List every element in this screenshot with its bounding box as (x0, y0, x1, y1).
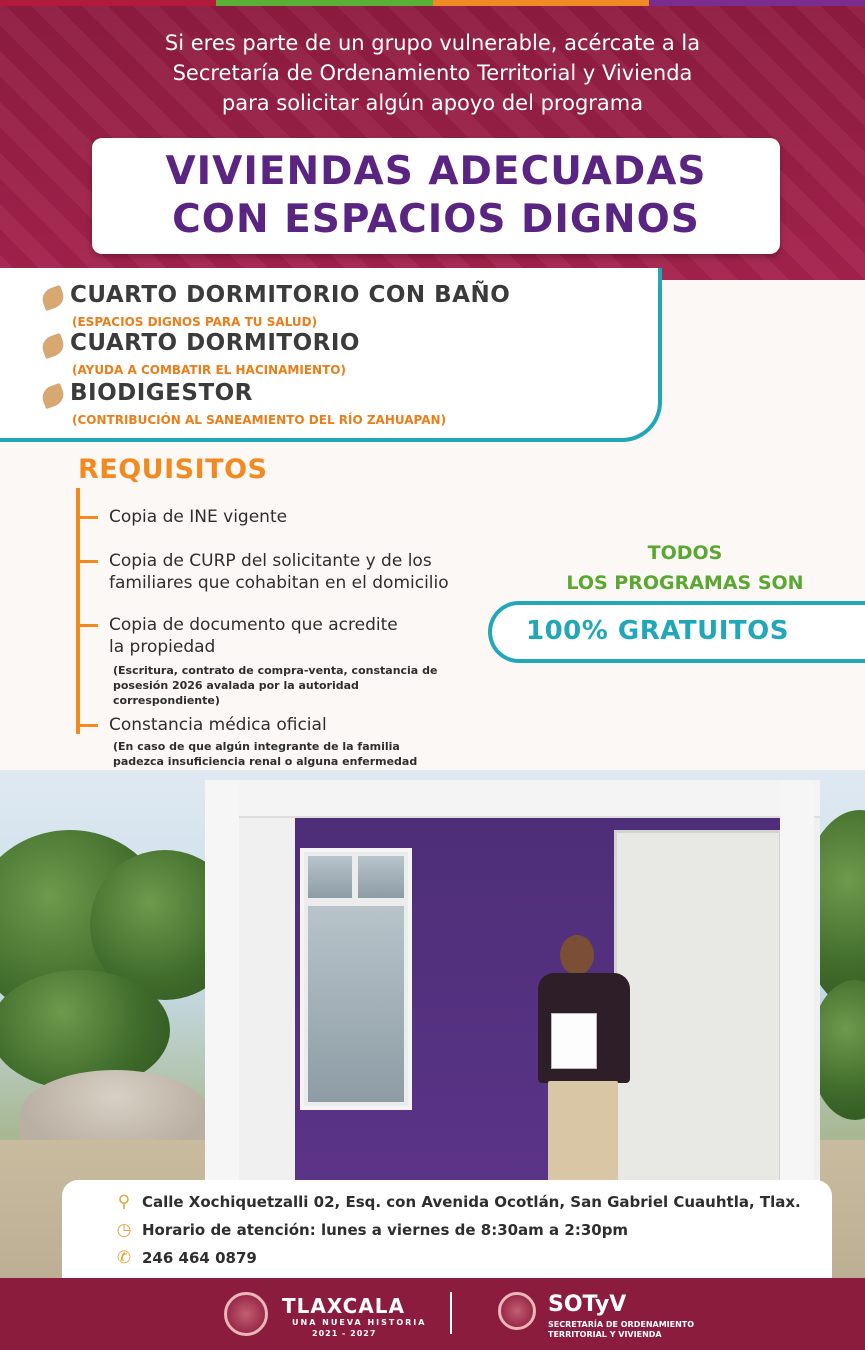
footer-bar (0, 1278, 865, 1350)
logo1-title: TLAXCALA (282, 1294, 405, 1318)
phone-text: 246 464 0879 (142, 1249, 257, 1267)
leaf-icon (39, 333, 67, 359)
house-roof (205, 780, 820, 818)
hours-row (114, 1220, 628, 1240)
leaf-icon (39, 285, 67, 311)
document-paper (551, 1013, 597, 1069)
program-name: BIODIGESTOR (70, 380, 253, 406)
window-pane (308, 856, 352, 898)
pillar (780, 780, 814, 1210)
free-programs-text: TODOS LOS PROGRAMAS SON (566, 542, 804, 594)
footer-divider (450, 1292, 452, 1334)
header-banner (0, 6, 865, 280)
requirement-item: Copia de CURP del solicitante y de los familiares que cohabitan en el domicilio (109, 551, 449, 593)
bullet-tick (76, 516, 98, 519)
requirements-title: REQUISITOS (78, 454, 268, 485)
logo1-subtitle: UNA NUEVA HISTORIA (292, 1318, 427, 1327)
requirement-note: (Escritura, contrato de compra-venta, constancia de posesión 2026 avalada por la autoridad correspondiente) (113, 664, 438, 707)
clock-icon: ◷ (116, 1220, 132, 1240)
person-body (538, 973, 630, 1083)
requirements-line (76, 488, 80, 734)
program-name: CUARTO DORMITORIO (70, 330, 360, 356)
address-row (114, 1192, 801, 1212)
requirement-note: (En caso de que algún integrante de la familia padezca insuficiencia renal o alguna enfermedad (113, 740, 418, 768)
address-text: Calle Xochiquetzalli 02, Esq. con Avenida Ocotlán, San Gabriel Cuauhtla, Tlax. (142, 1193, 801, 1211)
program-name: CUARTO DORMITORIO CON BAÑO (70, 282, 511, 308)
bullet-tick (76, 560, 98, 563)
requirement-item: Copia de INE vigente (109, 507, 288, 527)
tlaxcala-flower-icon (224, 1292, 268, 1336)
window-pane (358, 856, 404, 898)
person-head (560, 935, 594, 975)
window-pane (308, 906, 404, 1102)
logo2-title: SOTyV (548, 1292, 627, 1317)
programs-card (0, 268, 662, 442)
location-pin-icon: ⚲ (117, 1192, 131, 1212)
program-subtitle: (CONTRIBUCIÓN AL SANEAMIENTO DEL RÍO ZAHUAPAN) (72, 413, 447, 427)
hours-text: Horario de atención: lunes a viernes de 8:30am a 2:30pm (142, 1221, 629, 1239)
sotyv-flower-icon (498, 1292, 536, 1330)
intro-text: Si eres parte de un grupo vulnerable, acércate a la Secretaría de Ordenamiento Territorial y Vivienda para solicitar algún apoyo del programa (164, 31, 701, 115)
phone-icon: ✆ (116, 1248, 132, 1268)
phone-row (114, 1248, 257, 1268)
title-line-2: CON ESPACIOS DIGNOS (172, 197, 700, 242)
program-subtitle: (ESPACIOS DIGNOS PARA TU SALUD) (72, 315, 318, 329)
free-badge (488, 601, 865, 663)
program-subtitle: (AYUDA A COMBATIR EL HACINAMIENTO) (72, 363, 346, 377)
leaf-icon (39, 383, 67, 409)
person-with-document (530, 935, 634, 1200)
door (614, 830, 782, 1210)
logo1-years: 2021 - 2027 (312, 1329, 377, 1338)
title-card (92, 138, 780, 254)
requirement-item: Constancia médica oficial (109, 715, 327, 735)
window (300, 848, 412, 1110)
logo2-subtitle: SECRETARÍA DE ORDENAMIENTO TERRITORIAL Y VIVIENDA (548, 1320, 695, 1339)
bullet-tick (76, 724, 98, 727)
free-badge-label: 100% GRATUITOS (526, 616, 789, 646)
bullet-tick (76, 624, 98, 627)
pillar (205, 780, 239, 1210)
requirement-item: Copia de documento que acredite la propiedad (109, 615, 398, 657)
title-line-1: VIVIENDAS ADECUADAS (165, 149, 707, 194)
contact-card (62, 1180, 832, 1280)
